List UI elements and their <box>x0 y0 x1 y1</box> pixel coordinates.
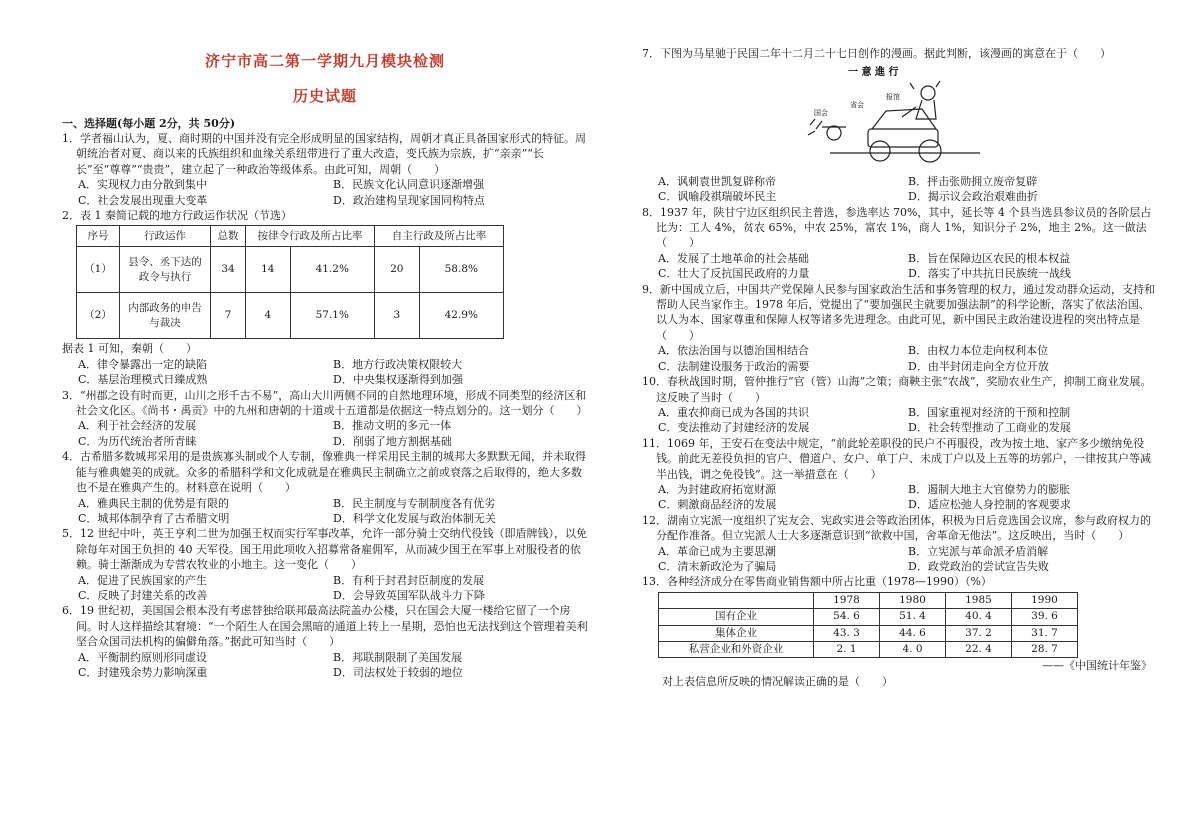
table-cell: （2） <box>77 293 120 339</box>
table-row <box>77 293 504 339</box>
exam-title: 济宁市高二第一学期九月模块检测 <box>204 52 445 70</box>
option-d[interactable]: D．落实了中共抗日民族统一战线 <box>908 267 1071 281</box>
cartoon-label-baoguan: 报馆 <box>886 93 900 102</box>
exam-subtitle: 历史试题 <box>292 87 357 105</box>
question-stem: 2．表 1 秦简记载的地方行政运作状况（节选） <box>62 209 292 223</box>
section-heading: 一、选择题(每小题 2分，共 50分) <box>62 117 236 130</box>
option-d[interactable]: D．会导致英国军队战斗力下降 <box>333 588 485 602</box>
option-d[interactable]: D．政治建构呈现家国同构特点 <box>333 193 485 207</box>
options <box>642 251 1158 282</box>
option-b[interactable]: B．抨击张勋拥立废帝复辟 <box>908 174 1038 188</box>
option-c[interactable]: C．社会发展出现重大变革 <box>78 193 208 207</box>
question-8 <box>642 205 1158 282</box>
table-cell: 51. 4 <box>880 609 946 625</box>
table-cell: 4 <box>246 293 291 339</box>
table-header-cell: 按律令行政及所占比率 <box>246 226 375 247</box>
question-stem: 5．12 世纪中叶，英王亨利二世为加强王权而实行军事改革，允许一部分骑士交纳代役钱（即盾牌钱），以免除每年对国王负担的 40 天军役。国王用此项收入招募常备雇佣军，从而减少国王在军事上对服役者的依赖。骑士渐渐成为专营农牧业的小地主。这一变化（ ） <box>62 527 587 572</box>
option-b[interactable]: B．遏制大地主大官僚势力的膨胀 <box>908 482 1071 496</box>
option-a[interactable]: A．促进了民族国家的产生 <box>78 573 207 587</box>
question-stem: 13．各种经济成分在零售商业销售额中所占比重（1978—1990）（%） <box>642 575 992 589</box>
question-stem: 1．学者福山认为，夏、商时期的中国并没有完全形成明显的国家结构，周朝才真正具备国家形式的特征。周朝统治者对夏、商以来的氏族组织和血缘关系纽带进行了重大改造，变氏族为宗族，扩“亲亲”“长长”至“尊尊”“贵贵”，建立起了一种政治等级体系。由此可知，周朝（ ） <box>62 132 586 176</box>
question-stem: 8．1937 年，陕甘宁边区组织民主普选，参选率达 70%，其中，延长等 4 个县当选县参议员的各阶层占比为：工人 4%，贫农 65%，中农 25%，富农 1%，商人 1%，知识分子 2%，地主 2%。这一做法（ ） <box>642 205 1152 250</box>
table-cell: 4. 0 <box>880 642 946 658</box>
option-c[interactable]: C．法制建设服务于政治的需要 <box>658 359 810 373</box>
option-a[interactable]: A．重农抑商已成为各国的共识 <box>658 405 809 419</box>
table-cell: 14 <box>246 247 291 293</box>
question-5 <box>62 526 588 603</box>
table-header-cell: 自主行政及所占比率 <box>375 226 504 247</box>
options <box>642 174 1158 205</box>
options <box>642 405 1158 436</box>
table-cell: 3 <box>375 293 420 339</box>
table-cell: 7 <box>211 293 246 339</box>
option-b[interactable]: B．推动文明的多元一体 <box>333 419 452 433</box>
option-b[interactable]: B．立宪派与革命派矛盾消解 <box>908 544 1049 558</box>
option-a[interactable]: A．依法治国与以德治国相结合 <box>658 344 809 358</box>
option-a[interactable]: A．讽刺袁世凯复辟称帝 <box>658 174 776 188</box>
table-cell: 22. 4 <box>946 642 1012 658</box>
table-cell: 集体企业 <box>659 625 814 641</box>
question-10 <box>642 374 1158 436</box>
table-cell: 28. 7 <box>1012 642 1078 658</box>
table-cell: 县令、丞下达的政令与执行 <box>120 247 211 293</box>
option-d[interactable]: D．政党政治的尝试宣告失败 <box>908 559 1049 573</box>
options <box>62 496 588 527</box>
option-c[interactable]: C．刺激商品经济的发展 <box>658 498 777 512</box>
option-b[interactable]: B．旨在保障边区农民的根本权益 <box>908 251 1071 265</box>
table-cell: 私营企业和外资企业 <box>659 642 814 658</box>
options <box>642 482 1158 513</box>
table-header-cell: 1990 <box>1012 592 1078 608</box>
table-cell: 39. 6 <box>1012 609 1078 625</box>
options <box>62 418 588 449</box>
option-c[interactable]: C．反映了封建关系的改善 <box>78 588 208 602</box>
question-7 <box>642 46 1158 205</box>
question-2 <box>62 208 588 388</box>
option-a[interactable]: A．律令暴露出一定的缺陷 <box>78 357 207 371</box>
table-cell: 2. 1 <box>814 642 880 658</box>
questions-right <box>642 46 1158 689</box>
table-cell: 国有企业 <box>659 609 814 625</box>
table-cell: 31. 7 <box>1012 625 1078 641</box>
question-4 <box>62 449 588 526</box>
option-d[interactable]: D．社会转型推动了工商业的发展 <box>908 421 1071 435</box>
options <box>62 573 588 604</box>
table-cell: 41.2% <box>290 247 374 293</box>
cartoon-image <box>790 63 990 167</box>
table-header-cell: 序号 <box>77 226 120 247</box>
table-cell: 42.9% <box>419 293 503 339</box>
table-header-cell: 行政运作 <box>120 226 211 247</box>
option-c[interactable]: C．为历代统治者所青睐 <box>78 434 197 448</box>
table-cell: 43. 3 <box>814 625 880 641</box>
option-d[interactable]: D．中央集权逐渐得到加强 <box>333 373 463 387</box>
options <box>62 650 588 681</box>
question-stem: 12．湖南立宪派一度组织了宪友会、宪政实进会等政治团体，积极为日后竞选国会议席，参与政府权力的分配作准备。但立宪派人士大多逐渐意识到“欲救中国，舍革命无他法”。这反映出，当时（ ） <box>642 513 1151 543</box>
admin-table <box>76 225 504 339</box>
option-c[interactable]: C．城邦体制孕育了古希腊文明 <box>78 511 230 525</box>
cartoon-label-guohui: 国会 <box>814 109 828 118</box>
table-cell: 34 <box>211 247 246 293</box>
question-11 <box>642 436 1158 513</box>
option-d[interactable]: D．司法权处于较弱的地位 <box>333 665 463 679</box>
option-b[interactable]: B．民族文化认同意识逐渐增强 <box>333 178 485 192</box>
question-13 <box>642 574 1158 689</box>
table-cell: 58.8% <box>419 247 503 293</box>
options <box>62 357 588 388</box>
cartoon-caption: 一 意 進 行 <box>848 67 899 79</box>
question-stem: 10．春秋战国时期，管仲推行“官（管）山海”之策；商鞅主张“农战”，奖励农业生产，抑制工商业发展。这反映了当时（ ） <box>642 375 1152 404</box>
option-d[interactable]: D．揭示议会政治艰难曲折 <box>908 190 1038 204</box>
table-cell: 57.1% <box>290 293 374 339</box>
option-a[interactable]: A．实现权力由分散到集中 <box>78 178 207 192</box>
option-d[interactable]: D．科学文化发展与政治体制无关 <box>333 511 496 525</box>
question-stem: 9．新中国成立后，中国共产党保障人民参与国家政治生活和事务管理的权力，通过发动群众运动，支持和帮助人民当家作主。1978 年后，党提出了“要加强民主就要加强法制”的科学论断，落实了依法治国、以人为本、国家尊重和保障人权等诸多先进理念。由此可见，新中国民主政治建设进程的突出特点是（ ） <box>642 282 1155 342</box>
options <box>642 343 1158 374</box>
option-d[interactable]: D．由半封闭走向全方位开放 <box>908 359 1049 373</box>
table-cell: 37. 2 <box>946 625 1012 641</box>
question-9 <box>642 282 1158 374</box>
question-1 <box>62 131 588 208</box>
cartoon-label-shenghui: 省会 <box>850 101 864 110</box>
table-header-cell: 1985 <box>946 592 1012 608</box>
question-stem-continued: 据表 1 可知，秦朝（ ） <box>62 342 197 356</box>
option-a[interactable]: A．发展了土地革命的社会基础 <box>658 251 809 265</box>
question-3 <box>62 388 588 450</box>
question-stem: 3．“州郡之设有时而更，山川之形千古不易”，高山大川两侧不同的自然地理环境，形成不同类型的经济区和社会文化区。《尚书・禹贡》中的九州和唐朝的十道或十五道都是依据这一特点划分的。这一划分（ ） <box>62 388 588 418</box>
question-stem: 6．19 世纪初，美国国会根本没有考虑替独给联邦最高法院盖办公楼，只在国会大厦一楼给它留了一个房间。时人这样描绘其窘境：“一个陌生人在国会黑暗的通道上转上一星期，恐怕也无法找到这个管理着美利坚合众国司法机构的偏僻角落。”据此可知当时（ ） <box>62 604 588 649</box>
option-a[interactable]: A．利于社会经济的发展 <box>78 419 196 433</box>
table-cell: 20 <box>375 247 420 293</box>
option-b[interactable]: B．民主制度与专制制度各有优劣 <box>333 496 496 510</box>
table-cell: 40. 4 <box>946 609 1012 625</box>
option-b[interactable]: B．有利于封君封臣制度的发展 <box>333 573 485 587</box>
questions-left <box>62 131 588 680</box>
option-c[interactable]: C．基层治理模式日臻成熟 <box>78 373 208 387</box>
question-12 <box>642 513 1158 575</box>
table-cell: 44. 6 <box>880 625 946 641</box>
option-b[interactable]: B．地方行政决策权限较大 <box>333 357 463 371</box>
options <box>642 544 1158 575</box>
question-stem-continued: 对上表信息所反映的情况解读正确的是（ ） <box>662 674 893 688</box>
table-source: ——《中国统计年鉴》 <box>1042 659 1152 673</box>
table-header-cell <box>659 592 814 608</box>
question-stem: 11．1069 年，王安石在变法中规定，“前此轮差职役的民户不再服役，改为按土地、家产多少缴纳免役钱。前此无差役负担的官户、僧道户、女户、单丁户、未成丁户以及上五等的坊郭户，一律按其户等减半出钱，谓之免役钱”。这一举措意在（ ） <box>642 436 1151 481</box>
table-header-cell: 1980 <box>880 592 946 608</box>
option-c[interactable]: C．清末新政沦为了骗局 <box>658 559 777 573</box>
economy-table <box>658 592 1078 659</box>
question-stem: 7．下图为马星驰于民国二年十二月二十七日创作的漫画。据此判断，该漫画的寓意在于（ ） <box>642 47 1111 60</box>
options <box>62 177 588 208</box>
table-cell: 内部政务的申告与裁决 <box>120 293 211 339</box>
option-b[interactable]: B．由权力本位走向权利本位 <box>908 344 1049 358</box>
option-c[interactable]: C．变法推动了封建经济的发展 <box>658 421 810 435</box>
option-c[interactable]: C．讽喻段祺瑞破坏民主 <box>658 190 777 204</box>
table-row <box>659 609 1078 625</box>
table-cell: （1） <box>77 247 120 293</box>
option-a[interactable]: A．雅典民主制的优势是有限的 <box>78 496 229 510</box>
option-b[interactable]: B．邦联制限制了美国发展 <box>333 650 463 664</box>
option-a[interactable]: A．革命已成为主要思潮 <box>658 544 776 558</box>
option-c[interactable]: C．封建残余势力影响深重 <box>78 665 208 679</box>
table-header-cell: 总数 <box>211 226 246 247</box>
option-d[interactable]: D．削弱了地方割据基础 <box>333 434 452 448</box>
table-cell: 54. 6 <box>814 609 880 625</box>
table-row <box>659 642 1078 658</box>
option-c[interactable]: C．壮大了反抗国民政府的力量 <box>658 267 810 281</box>
question-6 <box>62 603 588 680</box>
option-a[interactable]: A．平衡制约原则形同虚设 <box>78 650 207 664</box>
option-b[interactable]: B．国家重视对经济的干预和控制 <box>908 405 1071 419</box>
table-row <box>77 247 504 293</box>
question-stem: 4．古希腊多数城邦采用的是贵族寡头制或个人专制，像雅典一样采用民主制的城邦大多默默无闻，并未取得能与雅典媲美的成就。众多的希腊科学和文化成就是在雅典民主制确立之前或衰落之后取得的，绝大多数也不是在雅典产生的。材料意在说明（ ） <box>62 450 586 495</box>
table-header-cell: 1978 <box>814 592 880 608</box>
option-d[interactable]: D．适应松弛人身控制的客观要求 <box>908 498 1071 512</box>
table-header-row <box>659 592 1078 608</box>
option-a[interactable]: A．为封建政府拓宽财源 <box>658 482 776 496</box>
table-header-row <box>77 226 504 247</box>
table-row <box>659 625 1078 641</box>
